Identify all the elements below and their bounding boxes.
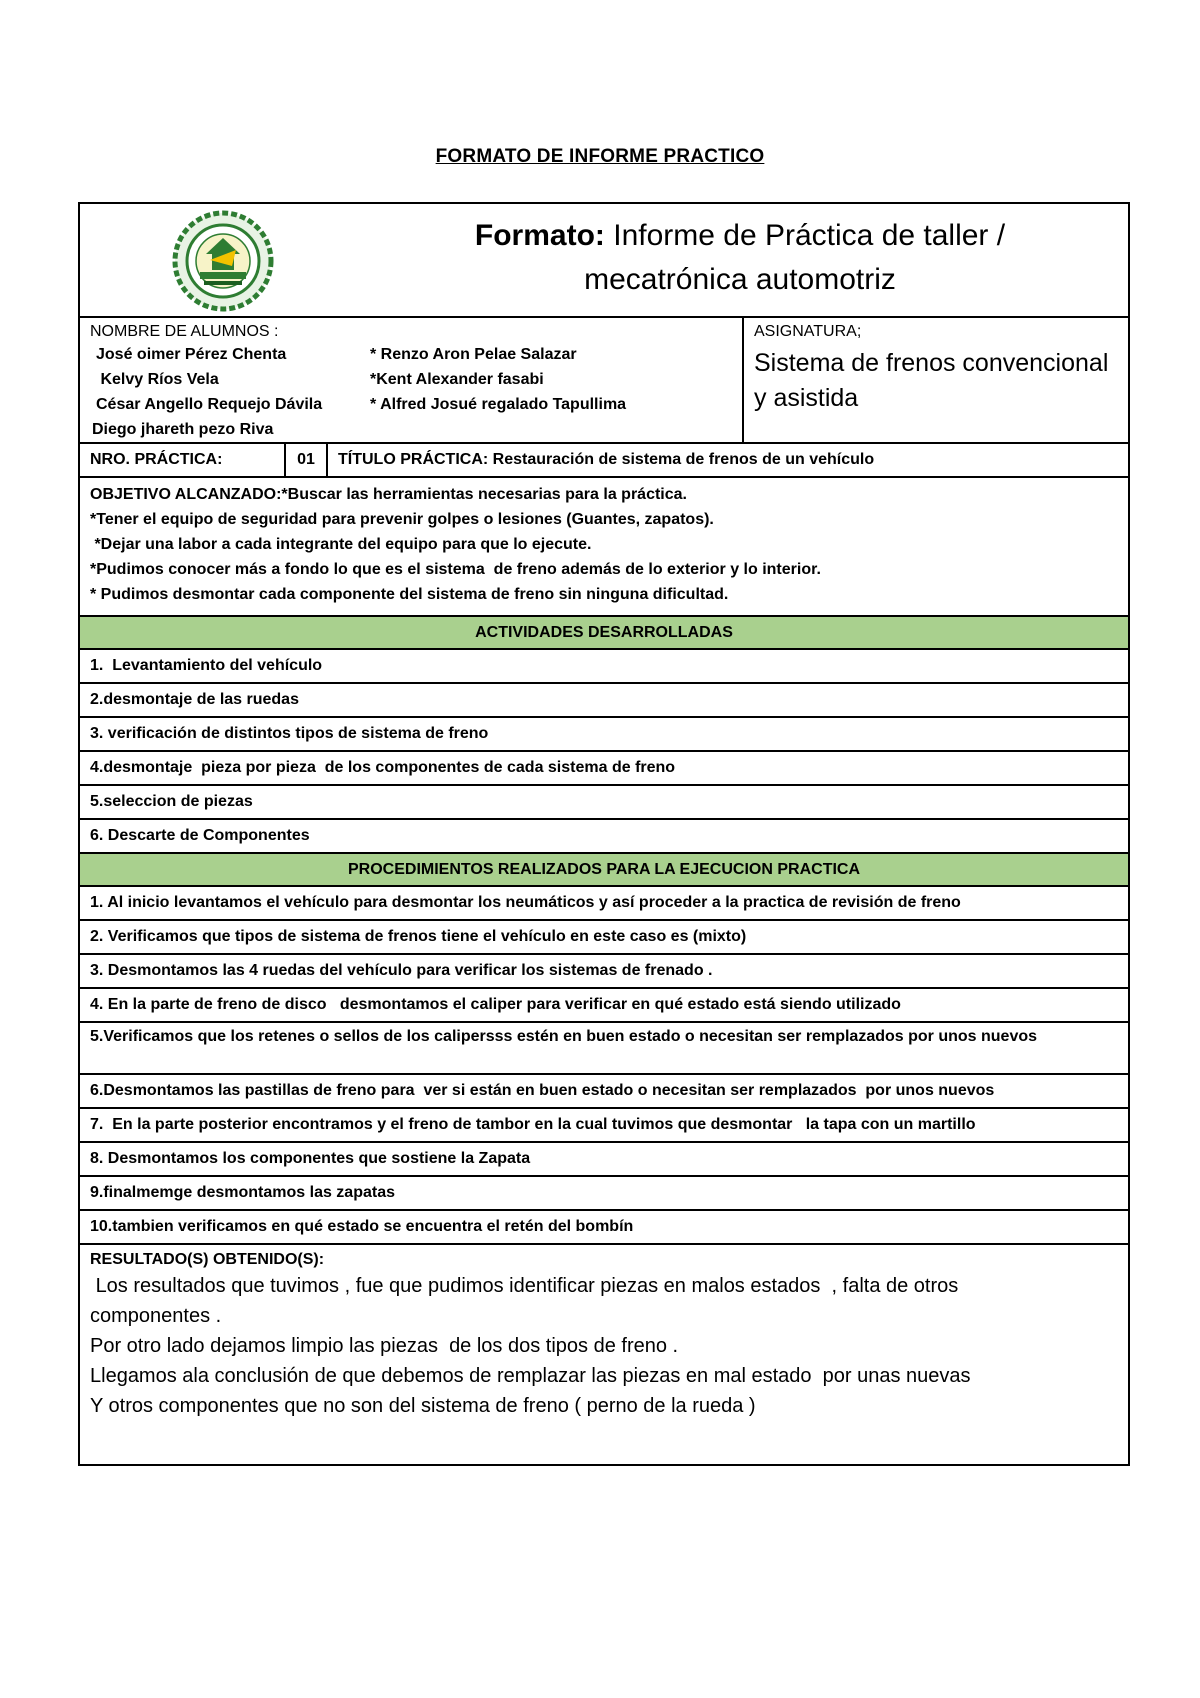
objective-line: *Tener el equipo de seguridad para prevenir golpes o lesiones (Guantes, zapatos).	[90, 511, 714, 528]
student-name: Kelvy Ríos Vela	[96, 371, 219, 388]
student-name: José oimer Pérez Chenta	[96, 346, 287, 363]
procedure-item: 6.Desmontamos las pastillas de freno para ver si están en buen estado o necesitan ser remplazados por unos nuevos	[80, 1075, 1128, 1109]
results-label: RESULTADO(S) OBTENIDO(S):	[90, 1251, 325, 1268]
institute-seal-logo-icon	[148, 210, 298, 312]
results-line: Los resultados que tuvimos , fue que pudimos identificar piezas en malos estados , falta de otros	[90, 1275, 959, 1297]
procedures-header: PROCEDIMIENTOS REALIZADOS PARA LA EJECUCION PRACTICA	[80, 854, 1128, 887]
student-name: César Angello Requejo Dávila	[96, 396, 323, 413]
format-title	[445, 214, 1035, 302]
activity-item: 1. Levantamiento del vehículo	[80, 650, 1128, 684]
practice-row	[80, 444, 1128, 478]
subject-cell	[744, 318, 1128, 442]
page-title: FORMATO DE INFORME PRACTICO	[435, 146, 765, 167]
report-form	[78, 202, 1130, 1466]
procedure-item: 10.tambien verificamos en qué estado se encuentra el retén del bombín	[80, 1211, 1128, 1245]
results-line: Y otros componentes que no son del sistema de freno ( perno de la rueda )	[90, 1395, 756, 1417]
subject-label: ASIGNATURA;	[754, 323, 862, 340]
objective-section	[80, 478, 1128, 617]
objective-line: *Pudimos conocer más a fondo lo que es el sistema de freno además de lo exterior y lo interior.	[90, 561, 821, 578]
practice-number-value: 01	[286, 444, 328, 476]
student-name: * Renzo Aron Pelae Salazar	[370, 346, 577, 363]
activity-item: 5.seleccion de piezas	[80, 786, 1128, 820]
procedure-item: 7. En la parte posterior encontramos y el freno de tambor en la cual tuvimos que desmontar la tapa con un martillo	[80, 1109, 1128, 1143]
procedure-item: 3. Desmontamos las 4 ruedas del vehículo para verificar los sistemas de frenado .	[80, 955, 1128, 989]
activity-item: 2.desmontaje de las ruedas	[80, 684, 1128, 718]
student-name: * Alfred Josué regalado Tapullima	[370, 396, 627, 413]
results-section	[80, 1245, 1128, 1464]
activity-item: 4.desmontaje pieza por pieza de los componentes de cada sistema de freno	[80, 752, 1128, 786]
procedure-item: 8. Desmontamos los componentes que sostiene la Zapata	[80, 1143, 1128, 1177]
students-cell	[80, 318, 744, 442]
student-name	[370, 417, 690, 442]
results-line: componentes .	[90, 1305, 222, 1327]
practice-title: TÍTULO PRÁCTICA: Restauración de sistema de frenos de un vehículo	[338, 451, 875, 468]
activity-item: 3. verificación de distintos tipos de sistema de freno	[80, 718, 1128, 752]
results-text	[90, 1271, 1118, 1421]
results-line: Por otro lado dejamos limpio las piezas de los dos tipos de freno .	[90, 1335, 679, 1357]
procedure-item: 5.Verificamos que los retenes o sellos de los calipersss estén en buen estado o necesitan ser remplazados por unos nuevos	[80, 1023, 1128, 1075]
students-list	[90, 342, 732, 442]
students-row	[80, 318, 1128, 444]
students-label: NOMBRE DE ALUMNOS :	[90, 323, 279, 340]
procedure-item: 9.finalmemge desmontamos las zapatas	[80, 1177, 1128, 1211]
procedure-item: 2. Verificamos que tipos de sistema de frenos tiene el vehículo en este caso es (mixto)	[80, 921, 1128, 955]
student-name: *Kent Alexander fasabi	[370, 371, 544, 388]
subject-value: Sistema de frenos convencional y asistida	[754, 349, 1109, 412]
format-title-line1: Informe de Práctica de taller /	[604, 219, 1006, 252]
procedure-item: 1. Al inicio levantamos el vehículo para desmontar los neumáticos y así proceder a la practica de revisión de freno	[80, 887, 1128, 921]
objective-line: OBJETIVO ALCANZADO:*Buscar las herramientas necesarias para la práctica.	[90, 486, 687, 503]
student-name: Diego jhareth pezo Riva	[92, 421, 274, 438]
activity-item: 6. Descarte de Componentes	[80, 820, 1128, 854]
procedure-item: 4. En la parte de freno de disco desmontamos el caliper para verificar en qué estado está siendo utilizado	[80, 989, 1128, 1023]
objective-line: *Dejar una labor a cada integrante del equipo para que lo ejecute.	[90, 536, 592, 553]
practice-number-label: NRO. PRÁCTICA:	[80, 444, 286, 476]
format-label: Formato:	[474, 219, 605, 252]
format-title-line2: mecatrónica automotriz	[584, 263, 896, 296]
activities-header: ACTIVIDADES DESARROLLADAS	[80, 617, 1128, 650]
results-line: Llegamos ala conclusión de que debemos de remplazar las piezas en mal estado por unas nuevas	[90, 1365, 971, 1387]
objective-line: * Pudimos desmontar cada componente del sistema de freno sin ninguna dificultad.	[90, 586, 729, 603]
header-row	[80, 204, 1128, 318]
